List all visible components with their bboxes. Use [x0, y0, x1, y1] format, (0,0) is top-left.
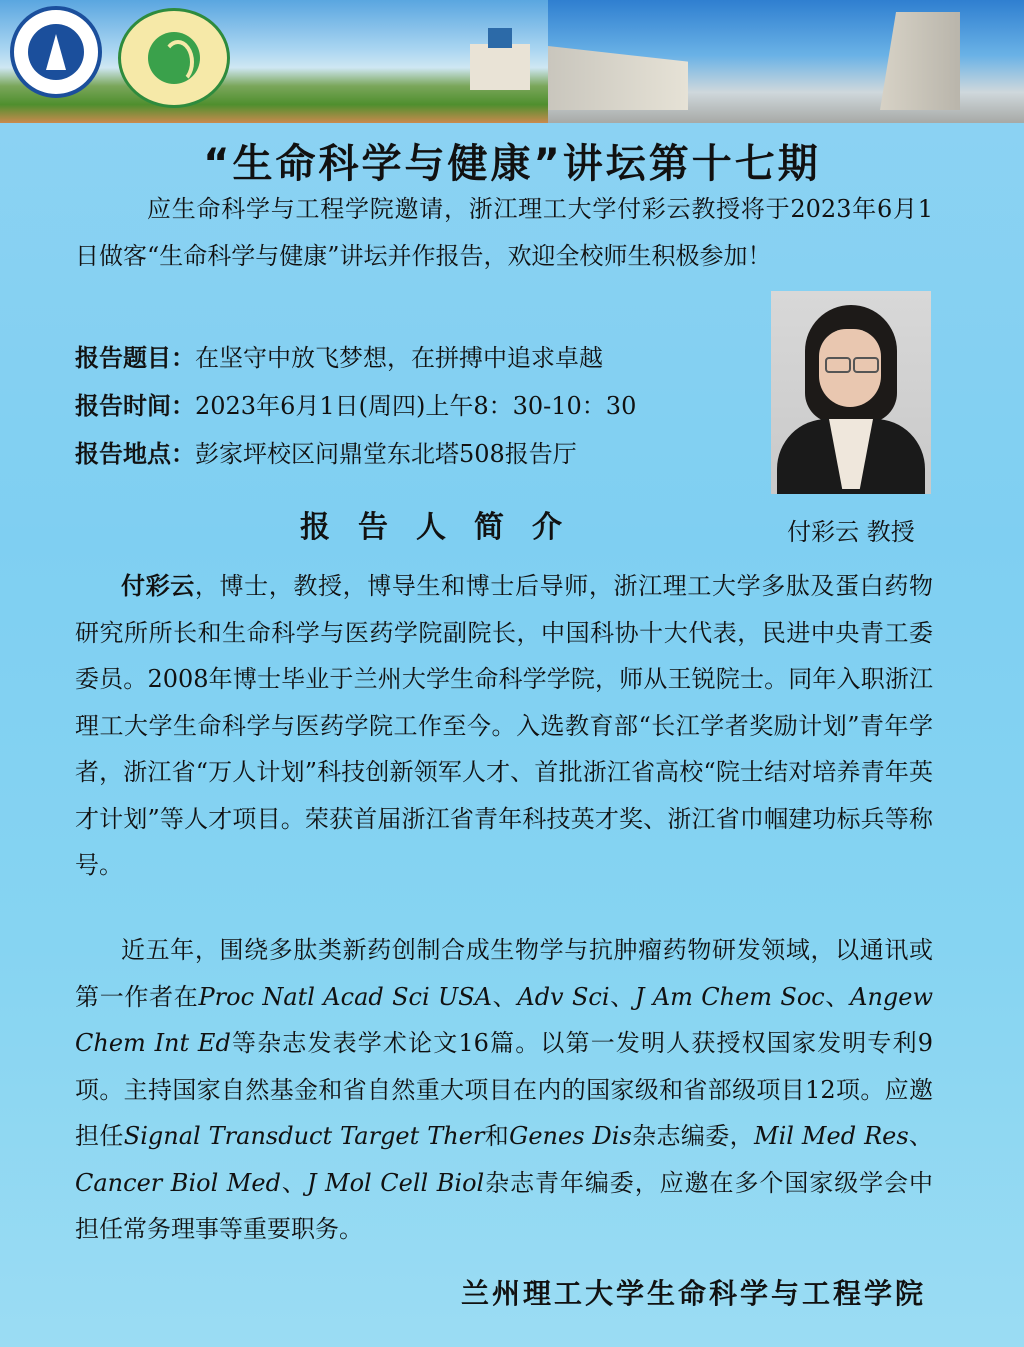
text-segment: 等杂志发表学术论文16篇。以第一发明人获授权国家发明专利9项。主持国家自然基金和省自然重大项目在内的国家级和省部级项目12项。应邀担任 — [75, 1029, 933, 1150]
intro-paragraph: 应生命科学与工程学院邀请，浙江理工大学付彩云教授将于2023年6月1日做客“生命科学与健康”讲坛并作报告，欢迎全校师生积极参加！ — [75, 195, 933, 270]
journal-name: Mil Med Res — [754, 1122, 909, 1150]
text-segment: 、 — [280, 1168, 307, 1197]
speaker-name: 付彩云 — [121, 571, 195, 600]
bio-text: ，博士，教授，博导生和博士后导师，浙江理工大学多肽及蛋白药物研究所所长和生命科学与医药学院副院长，中国科协十大代表，民进中央青工委委员。2008年博士毕业于兰州大学生命科学学院，师从王锐院士。同年入职浙江理工大学生命科学与医药学院工作至今。入选教育部“长江学者奖励计划”青年学者，浙江省“万人计划”科技创新领军人才、首批浙江省高校“院士结对培养青年英才计划”等人才项目。荣获首届浙江省青年科技英才奖、浙江省巾帼建功标兵等称号。 — [75, 572, 933, 879]
section-heading: 报告人简介 — [300, 510, 590, 545]
topic-label: 报告题目： — [75, 344, 195, 372]
place-label: 报告地点： — [75, 440, 195, 468]
text-segment: 杂志编委， — [631, 1122, 754, 1150]
journal-name: Angew Chem Int Ed — [75, 982, 934, 1057]
time-label: 报告时间： — [75, 392, 195, 420]
speaker-photo — [771, 291, 931, 494]
journal-name: Proc Natl Acad Sci USA — [198, 982, 492, 1011]
journal-name: J Mol Cell Biol — [306, 1168, 485, 1197]
campus-building — [470, 44, 530, 90]
text-segment: 、 — [609, 982, 635, 1011]
place-value: 彭家坪校区问鼎堂东北塔508报告厅 — [195, 440, 577, 468]
journal-name: Adv Sci — [517, 982, 610, 1011]
photo-caption: 付彩云 教授 — [787, 518, 915, 546]
achievements-paragraph — [75, 927, 933, 1253]
header-banner — [0, 0, 1024, 123]
footer-organizer: 兰州理工大学生命科学与工程学院 — [460, 1277, 926, 1310]
university-logo-icon — [10, 6, 102, 98]
school-logo-icon — [118, 8, 230, 108]
journal-name: Signal Transduct Target Ther — [123, 1122, 485, 1150]
topic-field — [75, 338, 603, 373]
journal-name: J Am Chem Soc — [634, 982, 825, 1011]
time-value: 2023年6月1日(周四)上午8：30-10：30 — [195, 392, 637, 420]
text-segment: 、 — [824, 982, 851, 1011]
text-segment: 和 — [484, 1122, 510, 1150]
topic-value: 在坚守中放飞梦想，在拼搏中追求卓越 — [195, 344, 603, 372]
journal-name: Cancer Biol Med — [75, 1168, 281, 1197]
text-segment: 杂志青年编委，应邀在多个国家级学会中担任常务理事等重要职务。 — [75, 1168, 934, 1243]
page-title: “生命科学与健康”讲坛第十七期 — [203, 141, 821, 187]
place-field — [75, 434, 577, 469]
time-field — [75, 386, 636, 421]
campus-building-roof — [488, 28, 512, 48]
bio-paragraph — [75, 563, 933, 889]
text-segment: 近五年，围绕多肽类新药创制合成生物学与抗肿瘤药物研发领域，以通讯或第一作者在 — [75, 936, 933, 1011]
text-segment: 、 — [908, 1122, 934, 1150]
text-segment: 、 — [491, 982, 518, 1011]
journal-name: Genes Dis — [509, 1122, 632, 1150]
